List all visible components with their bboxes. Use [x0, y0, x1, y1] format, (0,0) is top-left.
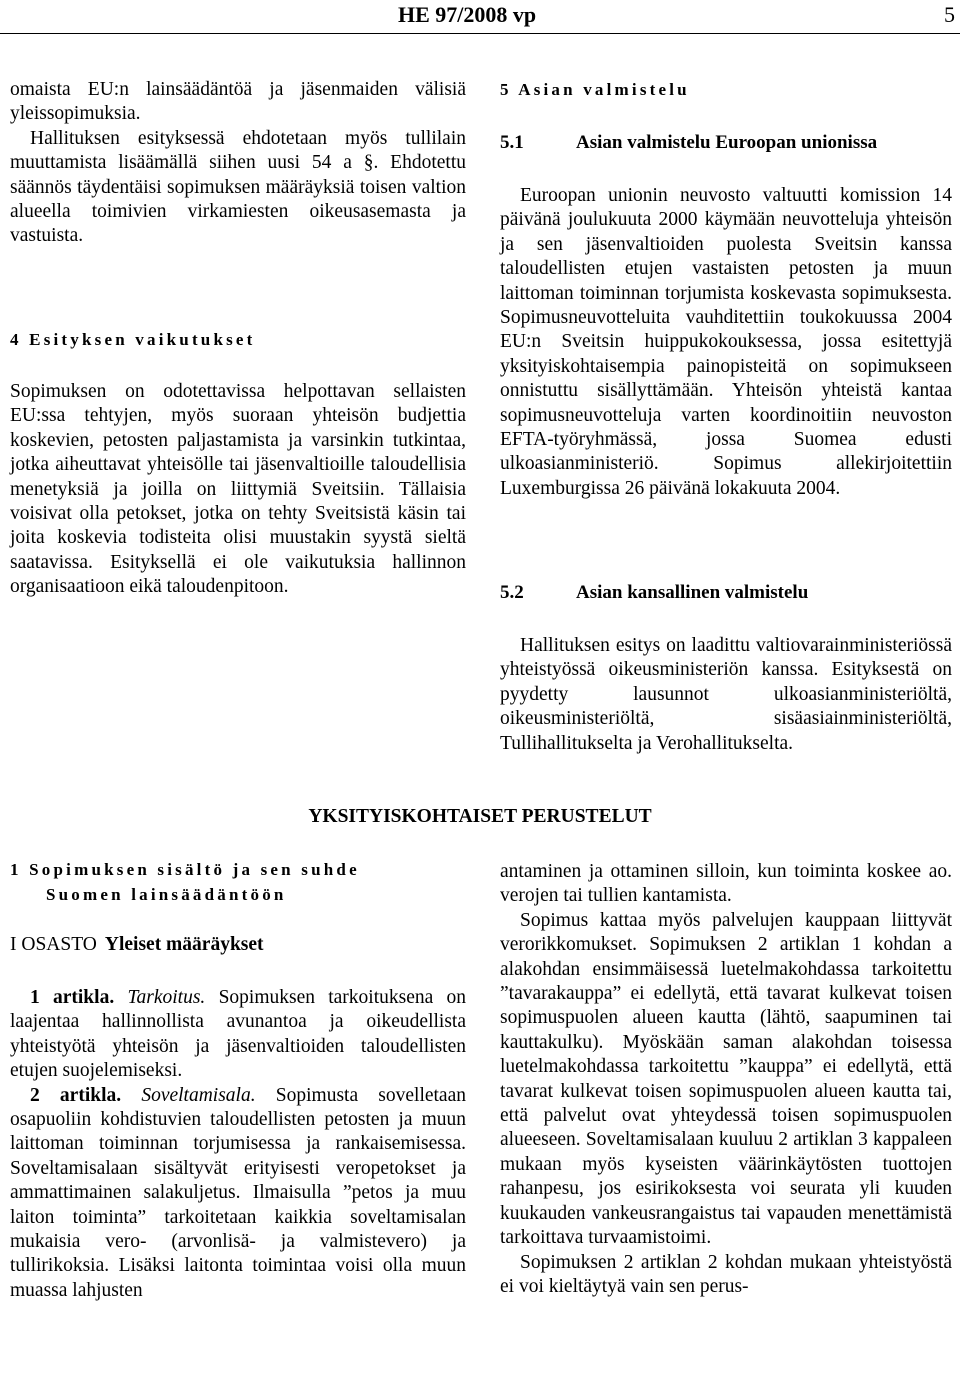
- subsection-title: Asian valmistelu Euroopan unionissa: [576, 132, 878, 153]
- article-label: 2 artikla.: [30, 1084, 122, 1106]
- article-text: Sopimuksen tarkoituksena on laajentaa hallinnollista avunantoa ja oikeudellista yhteistyötä yhteisön ja jäsenvaltioiden taloudellisten etujen suojelemiseksi.: [10, 987, 467, 1082]
- part-heading: [10, 934, 264, 956]
- subsection-5-1-heading: [500, 132, 877, 154]
- paragraph: Hallituksen esityksessä ehdotetaan myös tullilain muuttamista lisäämällä siihen uusi 54 a §. Ehdotettu säännös täydentäisi sopimuksen määräyksiä toisen valtion alueella toimivien virkamiesten oikeusasemasta ja vastuista.: [10, 127, 466, 247]
- paragraph: antaminen ja ottaminen silloin, kun toiminta koskee ao. verojen tai tullien kantamista.: [500, 861, 952, 907]
- paragraph: Euroopan unionin neuvosto valtuutti komission 14 päivänä joulukuuta 2000 käymään neuvotteluja yhteisön ja sen jäsenvaltioiden puolesta Sveitsin kanssa taloudellisten etujen vastaisten petosten ja muun laittoman toiminnan torjumista koskevasta sopimuksesta. Sopimusneuvotteluita vauhditettiin toukokuussa 2004 EU:n Sveitsin huippukokouksessa, jossa esitettyjä yksityiskohtaisempia painopisteitä on sopimukseen onnistuttu sisällyttämään. Yhteisön yhteistä kantaa sopimusneuvotteluja varten koordinoitiin neuvoston EFTA-työryhmässä, jossa Suomea edusti ulkoasianministeriö. Sopimus allekirjoitettiin Luxemburgissa 26 päivänä lokakuuta 2004.: [500, 185, 952, 499]
- part-number: I OSASTO: [10, 934, 97, 955]
- section-4-body: [10, 380, 466, 600]
- section-5-heading: 5 Asian valmistelu: [500, 80, 690, 99]
- section-4-heading: 4 Esityksen vaikutukset: [10, 330, 256, 349]
- subsection-5-1-body: [500, 184, 952, 501]
- paragraph: Sopimuksen on odotettavissa helpottavan sellaisten EU:ssa tehtyjen, myös suoraan yhteisön budjettia koskevien, petosten paljastamista ja varsinkin tutkintaa, jotka aiheuttavat yhteisölle tai jäsenvaltioille taloudellisia menetyksiä ja joilla on liittymiä Sveitsiin. Tällaisia voisivat olla petokset, jotka on tehty Sveitsistä käsin tai joita koskevia todisteita olisi muustakin syystä sieltä saatavissa. Esityksellä ei ole vaikutuksia hallinnon organisaatioon eikä taloudenpitoon.: [10, 381, 466, 598]
- part-title: Yleiset määräykset: [104, 934, 264, 955]
- section-1-heading-line1: 1 Sopimuksen sisältö ja sen suhde: [10, 860, 360, 879]
- article-title: Tarkoitus.: [127, 987, 206, 1008]
- left-top-text: [10, 78, 466, 249]
- articles-body: [10, 986, 466, 1303]
- page-number: 5: [944, 2, 955, 27]
- subsection-number: 5.2: [500, 582, 524, 603]
- right-bottom-text: [500, 860, 952, 1299]
- detail-title: YKSITYISKOHTAISET PERUSTELUT: [308, 806, 652, 827]
- paragraph: omaista EU:n lainsäädäntöä ja jäsenmaiden välisiä yleissopimuksia.: [10, 79, 466, 125]
- paragraph: Sopimuksen 2 artiklan 2 kohdan mukaan yhteistyöstä ei voi kieltäytyä vain sen perus-: [500, 1251, 952, 1297]
- subsection-5-2-body: [500, 634, 952, 756]
- article-2: [10, 1084, 466, 1304]
- article-title: Soveltamisala.: [141, 1084, 256, 1106]
- subsection-number: 5.1: [500, 132, 524, 153]
- section-1-heading-line2: Suomen lainsäädäntöön: [46, 885, 287, 904]
- article-label: 1 artikla.: [30, 987, 115, 1008]
- paragraph: Sopimus kattaa myös palvelujen kauppaan liittyvät verorikkomukset. Sopimuksen 2 artiklan 1 kohdan a alakohdan ensimmäisessä luetelmakohdassa tarkoitettu ”tavarakauppa” ei edellytä, että tavarat kulkevat toisen sopimuspuolen alueen kautta (lähtö, saapuminen tai kauttakulku). Myöskään saman alakohdan toisessa luetelmakohdassa tarkoitettu ”kauppa” ei edellytä, että tavarat kulkevat toisen sopimuspuolen alueen kautta tai, että palvelut ovat yhteydessä toisen sopimuspuolen alueeseen. Soveltamisalaan kuuluu 2 artiklan 3 kappaleen mukaan myös kyseisten väärinkäytösten tuottojen rahanpesu, jos esirikoksesta voi seurata yli kuuden kuukauden vankeusrangaistus tai vapauden menettämistä tarkoittava turvaamistoimi.: [500, 909, 952, 1249]
- subsection-title: Asian kansallinen valmistelu: [576, 582, 809, 603]
- document-id: HE 97/2008 vp: [398, 2, 537, 27]
- subsection-5-2-heading: [500, 582, 808, 604]
- article-1: [10, 986, 466, 1084]
- paragraph: Hallituksen esitys on laadittu valtiovarainministeriössä yhteistyössä oikeusministeriön kanssa. Esityksestä on pyydetty lausunnot ulkoasianministeriöltä, oikeusministeriöltä, sisäasiainministeriöltä, Tullihallitukselta ja Verohallitukselta.: [500, 635, 952, 754]
- article-text: Sopimusta sovelletaan osapuoliin kohdistuvien taloudellisten petosten ja muun laittoman toiminnan torjumisessa ja rankaisemisessa. Soveltamisalaan sisältyvät erityisesti veropetokset ja ammattimainen salakuljetus. Ilmaisulla ”petos ja muu laiton toiminta” tarkoitetaan kaikkia soveltamisalan mukaisia vero- (arvonlisä- ja valmistevero) ja tullirikoksia. Lisäksi laitonta toimintaa voisi olla muun muassa lahjusten: [10, 1084, 466, 1301]
- header-rule: [0, 33, 960, 34]
